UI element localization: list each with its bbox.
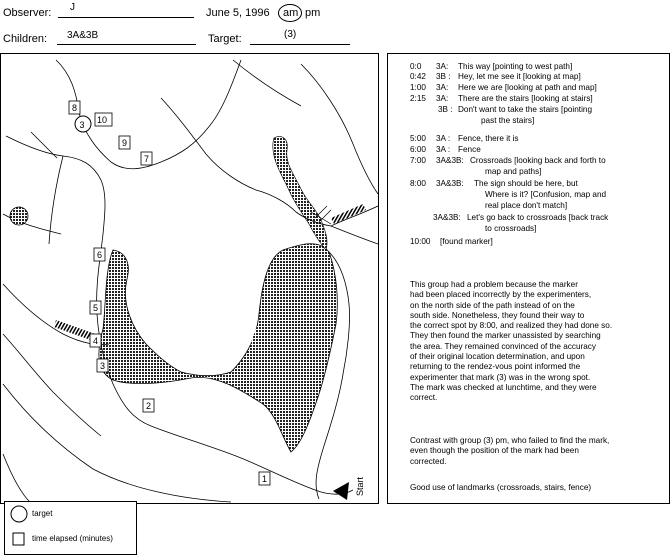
log-text: The sign should be here, but (474, 179, 578, 188)
children-label: Children: (3, 33, 48, 45)
map-panel (0, 53, 379, 543)
observer-line (58, 17, 194, 18)
log-text: There are the stairs [looking at stairs] (458, 94, 593, 103)
para1-line: the area. They remained convinced of the accuracy (410, 341, 596, 351)
para1-line: The mark was checked at lunchtime, and they were (410, 382, 597, 392)
para1-line: had been placed incorrectly by the experimenters, (410, 290, 592, 300)
log-who: 3A&3B: (436, 156, 464, 165)
marker-2: 2 (146, 401, 152, 411)
para1-line: the correct spot by 8:00, and realized they had done so. (410, 321, 613, 331)
para1-line: returning to the rendez-vous point informed the (410, 362, 581, 372)
marker-10: 10 (97, 115, 108, 125)
log-text: Let's go back to crossroads [back track (467, 213, 609, 222)
log-text: past the stairs] (481, 116, 535, 125)
para2-line: even though the position of the mark had been (410, 446, 579, 456)
log-text: Don't want to take the stairs [pointing (458, 105, 593, 114)
marker-7: 7 (144, 154, 150, 164)
log-text: Here we are [looking at path and map] (458, 83, 597, 92)
para2-line: corrected. (410, 456, 447, 466)
notes-panel (387, 53, 670, 504)
stream (273, 137, 327, 251)
pm-text: pm (305, 7, 321, 19)
marker-6: 6 (97, 250, 103, 260)
date-text: June 5, 1996 (206, 7, 270, 19)
am-text: am (283, 7, 299, 19)
log-time: 1:00 (410, 83, 426, 92)
log-time: 10:00 (410, 237, 431, 246)
log-time: 8:00 (410, 179, 426, 188)
para1-line: on the north side of the path instead of on the (410, 300, 575, 310)
log-who: 3A: (436, 62, 449, 71)
log-text: This way [pointing to west path] (458, 62, 573, 71)
legend-time-label: time elapsed (minutes) (32, 534, 113, 543)
log-who: 3A&3B: (436, 179, 464, 188)
legend-time-icon (13, 533, 24, 545)
target-value: (3) (284, 29, 297, 40)
log-who: 3A: (436, 83, 449, 92)
log-time: 0:42 (410, 72, 426, 81)
para1-line: experimenter that mark (3) was in the wrong spot. (410, 372, 591, 382)
log-text: Where is it? [Confusion, map and (485, 190, 607, 199)
para3-line: Good use of landmarks (crossroads, stairs, fence) (410, 483, 592, 492)
log-who: 3B : (436, 72, 451, 81)
marker-5: 5 (93, 303, 99, 313)
target-line (250, 44, 350, 45)
children-value: 3A&3B (67, 30, 99, 41)
log-time: 6:00 (410, 145, 426, 154)
marker-8: 8 (72, 103, 78, 113)
log-text: Fence, there it is (458, 134, 519, 143)
marker-4: 4 (93, 336, 99, 346)
para1-line: correct. (410, 393, 438, 403)
stairs-2 (331, 204, 366, 224)
log-text: Crossroads [looking back and forth to (470, 156, 606, 165)
legend-target-icon (11, 506, 27, 522)
log-time: 7:00 (410, 156, 426, 165)
marker-9: 9 (122, 138, 128, 148)
explanation-paragraph (410, 280, 662, 404)
log-who: 3B : (438, 105, 453, 114)
log-text: Hey, let me see it [looking at map] (458, 72, 581, 81)
para1-line: They then found the marker unassisted by searching (410, 331, 601, 341)
am-circle (277, 3, 303, 23)
log-who: 3A : (436, 145, 451, 154)
observer-label: Observer: (3, 7, 52, 19)
log-who: 3A: (436, 94, 449, 103)
start-label: Start (355, 476, 365, 496)
log-text: to crossroads] (485, 224, 537, 233)
start-arrow-icon (333, 482, 349, 500)
log-time: 0:0 (410, 62, 422, 71)
legend-target-label: target (32, 509, 53, 518)
log-time: 5:00 (410, 134, 426, 143)
para1-line: This group had a problem because the marker (410, 280, 578, 289)
para1-line: of their original location determination, and upon (410, 352, 585, 362)
target-number: 3 (79, 120, 85, 130)
marker-3: 3 (100, 361, 106, 371)
para1-line: south side. Nonetheless, they found their way to (410, 310, 585, 320)
marker-1: 1 (262, 474, 268, 484)
log-text: Fence (458, 145, 481, 154)
log-who: 3A&3B: (433, 213, 461, 222)
landmark-circle (10, 207, 28, 225)
para2-line: Contrast with group (3) pm, who failed to find the mark, (410, 436, 610, 445)
contrast-paragraph (410, 436, 662, 467)
log-text: map and paths] (485, 167, 542, 176)
log-who: 3A : (436, 134, 451, 143)
map-legend (4, 501, 137, 555)
map-drawing (1, 54, 378, 503)
landmarks-paragraph (410, 483, 662, 493)
target-label: Target: (208, 33, 242, 45)
observer-value: J (70, 2, 75, 13)
log-text: [found marker] (440, 237, 493, 246)
children-line (57, 44, 196, 45)
log-time: 2:15 (410, 94, 426, 103)
log-text: real place don't match] (485, 201, 568, 210)
legend-symbols (5, 502, 136, 554)
